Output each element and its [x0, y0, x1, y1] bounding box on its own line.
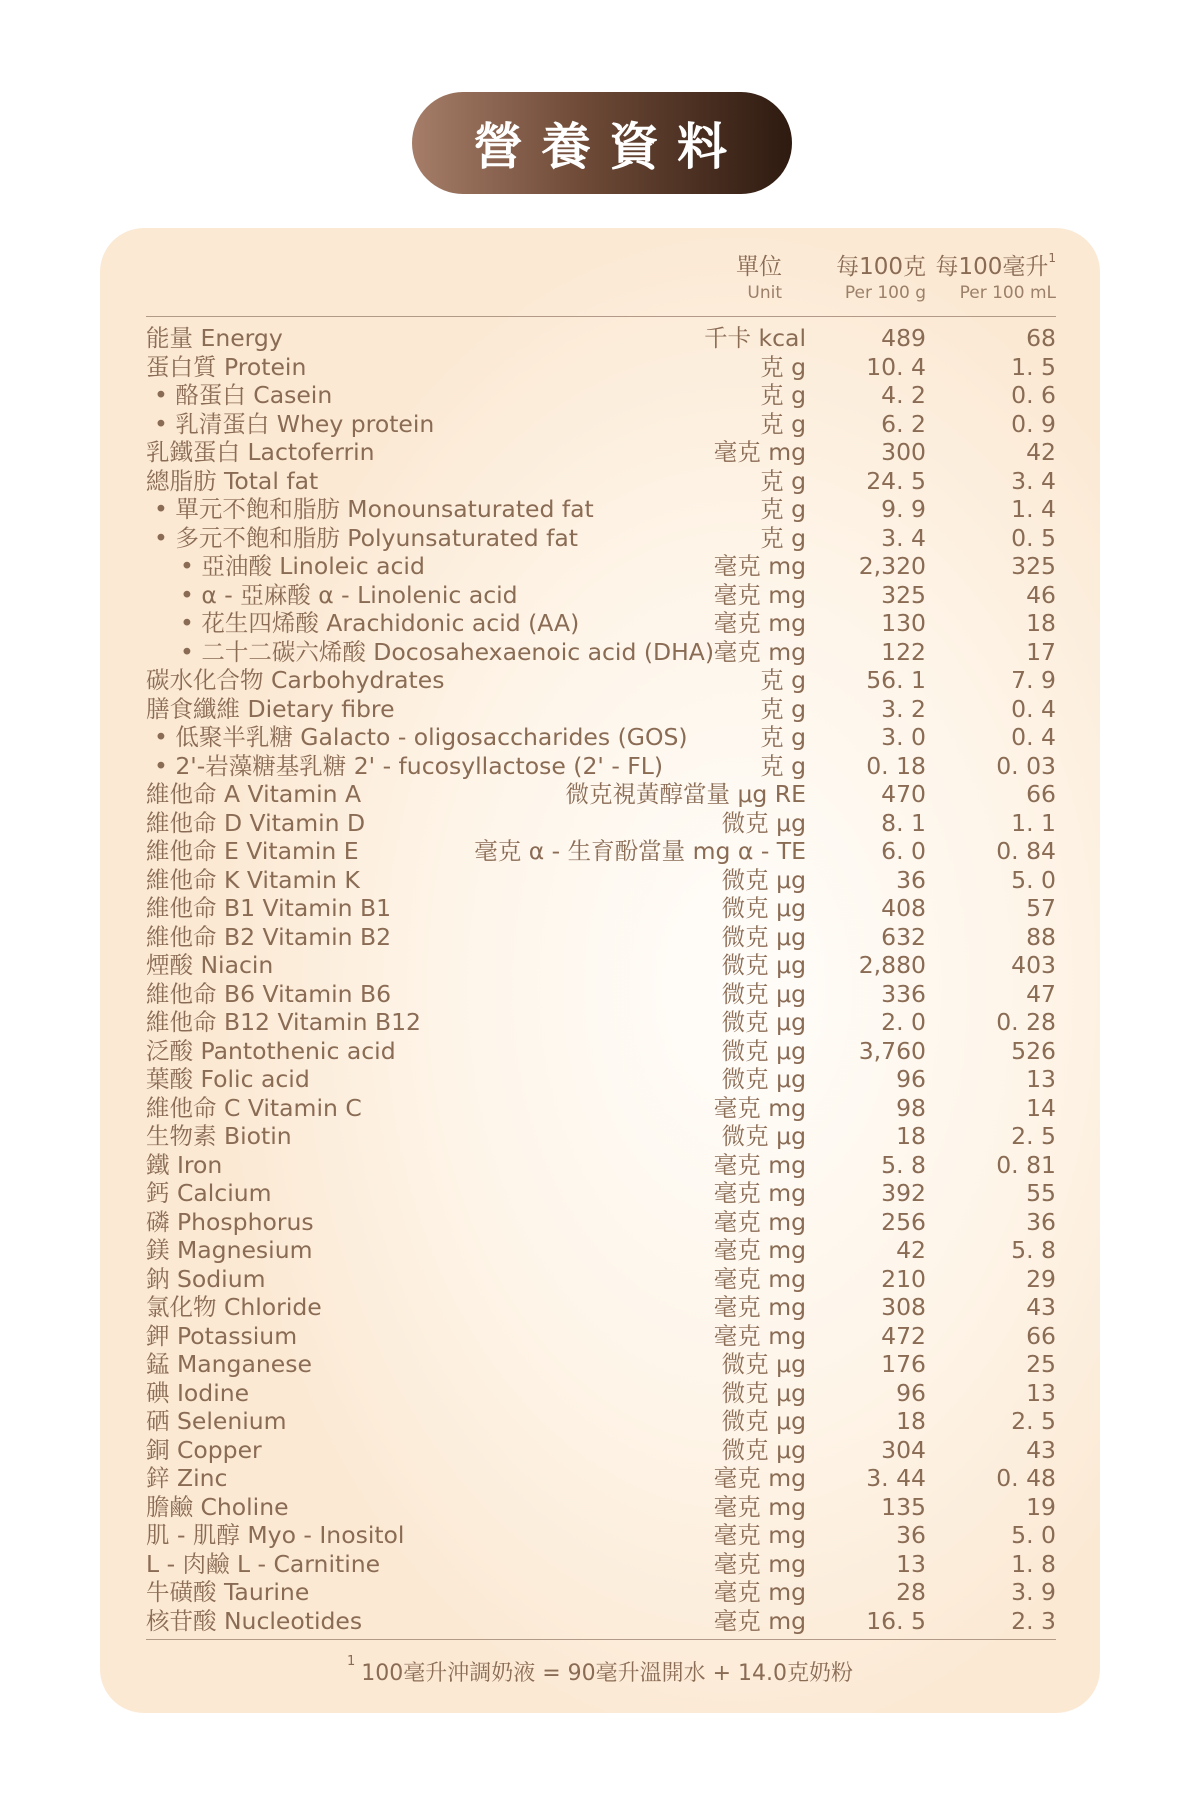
value-per-100ml: 7. 9 [1011, 666, 1056, 694]
value-per-100g: 6. 2 [881, 409, 926, 438]
per100g-header-en: Per 100 g [844, 283, 926, 304]
table-row [146, 1521, 1056, 1550]
value-per-100ml: 0. 84 [996, 837, 1056, 865]
value-per-100g: 176 [881, 1350, 926, 1378]
value-per-100g: 42 [896, 1236, 926, 1264]
value-per-100ml: 0. 9 [1011, 409, 1056, 438]
value-per-100g: 300 [881, 438, 926, 466]
nutrient-name: 維他命 B1 Vitamin B1 [146, 894, 392, 922]
nutrient-unit: 克 g [760, 523, 806, 552]
nutrient-name: 鈣 Calcium [146, 1179, 272, 1207]
value-per-100ml: 17 [1026, 637, 1056, 666]
value-per-100ml: 29 [1026, 1264, 1056, 1293]
table-row [146, 581, 1056, 610]
nutrient-name: 維他命 E Vitamin E [146, 837, 359, 865]
nutrient-name: 錳 Manganese [146, 1350, 312, 1378]
nutrient-name: 磷 Phosphorus [146, 1207, 314, 1236]
nutrient-name: • 2'-岩藻糖基乳糖 2' - fucosyllactose (2' - FL) [154, 751, 664, 780]
nutrient-name: 鈉 Sodium [146, 1264, 266, 1293]
value-per-100ml: 0. 4 [1011, 694, 1056, 723]
table-row [146, 1236, 1056, 1265]
nutrient-name: 鐵 Iron [146, 1150, 223, 1179]
table-row [146, 1607, 1056, 1636]
table-row [146, 1179, 1056, 1208]
unit-header-zh: 單位 [736, 254, 782, 280]
nutrient-name: • 酪蛋白 Casein [154, 381, 333, 409]
table-row [146, 752, 1056, 781]
nutrient-name: • 亞油酸 Linoleic acid [180, 552, 425, 580]
value-per-100g: 18 [896, 1407, 926, 1435]
value-per-100ml: 526 [1011, 1036, 1056, 1065]
nutrient-unit: 毫克 mg [713, 1578, 806, 1606]
table-row [146, 324, 1056, 353]
per100g-header-zh: 每100克 [836, 254, 926, 280]
nutrient-name: 蛋白質 Protein [146, 352, 307, 381]
table-row [146, 1094, 1056, 1123]
value-per-100ml: 19 [1026, 1492, 1056, 1521]
table-row [146, 381, 1056, 410]
nutrient-unit: 毫克 mg [713, 1464, 806, 1492]
nutrient-name: 鋅 Zinc [146, 1464, 228, 1492]
value-per-100g: 130 [881, 609, 926, 637]
nutrient-unit: 微克 μg [721, 979, 806, 1008]
table-row [146, 1265, 1056, 1294]
nutrient-name: 煙酸 Niacin [146, 951, 274, 979]
nutrient-unit: 微克 μg [721, 1378, 806, 1407]
nutrient-unit: 毫克 mg [713, 609, 806, 637]
value-per-100g: 8. 1 [881, 808, 926, 837]
table-row [146, 1436, 1056, 1465]
value-per-100g: 28 [896, 1578, 926, 1606]
value-per-100ml: 47 [1026, 979, 1056, 1008]
value-per-100ml: 66 [1026, 1321, 1056, 1350]
nutrient-name: 氯化物 Chloride [146, 1293, 322, 1321]
value-per-100ml: 42 [1026, 438, 1056, 466]
nutrient-unit: 毫克 mg [713, 438, 806, 466]
nutrient-name: 維他命 D Vitamin D [146, 808, 366, 837]
value-per-100g: 336 [881, 979, 926, 1008]
value-per-100g: 2,880 [858, 951, 926, 979]
table-row [146, 666, 1056, 695]
value-per-100g: 16. 5 [866, 1606, 926, 1635]
nutrient-name: 膳食纖維 Dietary fibre [146, 694, 395, 723]
value-per-100g: 135 [881, 1492, 926, 1521]
value-per-100ml: 13 [1026, 1065, 1056, 1093]
nutrient-unit: 微克 μg [721, 1350, 806, 1378]
value-per-100ml: 3. 9 [1011, 1578, 1056, 1606]
nutrient-name: 鉀 Potassium [146, 1321, 298, 1350]
value-per-100g: 36 [896, 865, 926, 894]
table-row [146, 1322, 1056, 1351]
nutrient-name: • 乳清蛋白 Whey protein [154, 409, 435, 438]
table-row [146, 1493, 1056, 1522]
value-per-100g: 632 [881, 922, 926, 951]
value-per-100g: 325 [881, 580, 926, 609]
nutrient-unit: 微克 μg [721, 1122, 806, 1150]
value-per-100g: 10. 4 [866, 352, 926, 381]
nutrient-name: 能量 Energy [146, 324, 283, 352]
nutrient-name: • 低聚半乳糖 Galacto - oligosaccharides (GOS) [154, 723, 688, 751]
value-per-100ml: 1. 1 [1011, 808, 1056, 837]
value-per-100ml: 1. 8 [1011, 1549, 1056, 1578]
nutrient-name: 生物素 Biotin [146, 1122, 292, 1150]
value-per-100ml: 0. 5 [1011, 523, 1056, 552]
value-per-100ml: 0. 28 [996, 1008, 1056, 1036]
table-row [146, 723, 1056, 752]
table-row [146, 1008, 1056, 1037]
table-row [146, 552, 1056, 581]
table-row [146, 1208, 1056, 1237]
table-row [146, 524, 1056, 553]
nutrient-unit: 微克 μg [721, 1435, 806, 1464]
nutrient-unit: 克 g [760, 381, 806, 409]
nutrient-name: 維他命 B12 Vitamin B12 [146, 1008, 421, 1036]
value-per-100g: 18 [896, 1122, 926, 1150]
nutrient-unit: 毫克 mg [713, 580, 806, 609]
value-per-100ml: 2. 5 [1011, 1122, 1056, 1150]
table-row [146, 1293, 1056, 1322]
nutrient-name: 泛酸 Pantothenic acid [146, 1036, 396, 1065]
footnote [100, 1656, 1100, 1687]
value-per-100g: 122 [881, 637, 926, 666]
footer-divider [146, 1639, 1056, 1640]
value-per-100ml: 0. 48 [996, 1464, 1056, 1492]
table-row [146, 638, 1056, 667]
nutrient-unit: 微克 μg [721, 1036, 806, 1065]
nutrient-name: 碘 Iodine [146, 1378, 250, 1407]
value-per-100ml: 13 [1026, 1378, 1056, 1407]
nutrient-unit: 毫克 mg [713, 1293, 806, 1321]
value-per-100g: 3. 0 [881, 723, 926, 751]
value-per-100g: 210 [881, 1264, 926, 1293]
table-row [146, 695, 1056, 724]
table-row [146, 1037, 1056, 1066]
value-per-100g: 96 [896, 1065, 926, 1093]
table-row [146, 467, 1056, 496]
table-row [146, 980, 1056, 1009]
nutrition-table-card [100, 228, 1100, 1713]
nutrient-unit: 毫克 mg [713, 1321, 806, 1350]
table-row [146, 1464, 1056, 1493]
footnote-text: 100毫升沖調奶液 = 90毫升溫開水 + 14.0克奶粉 [361, 1661, 854, 1686]
value-per-100ml: 68 [1026, 324, 1056, 352]
nutrient-name: 肌 - 肌醇 Myo - Inositol [146, 1521, 405, 1549]
value-per-100g: 3. 4 [881, 523, 926, 552]
nutrient-name: L - 肉鹼 L - Carnitine [146, 1549, 381, 1578]
header-divider [146, 316, 1056, 317]
value-per-100ml: 5. 8 [1011, 1236, 1056, 1264]
nutrient-unit: 微克 μg [721, 894, 806, 922]
value-per-100ml: 3. 4 [1011, 466, 1056, 495]
value-per-100ml: 36 [1026, 1207, 1056, 1236]
value-per-100ml: 0. 03 [996, 751, 1056, 780]
value-per-100g: 472 [881, 1321, 926, 1350]
value-per-100g: 408 [881, 894, 926, 922]
nutrient-unit: 毫克 mg [713, 1264, 806, 1293]
value-per-100ml: 403 [1011, 951, 1056, 979]
nutrient-name: 碳水化合物 Carbohydrates [146, 666, 445, 694]
value-per-100ml: 1. 5 [1011, 352, 1056, 381]
page-title: 營養資料 [412, 92, 792, 194]
nutrient-name: 乳鐵蛋白 Lactoferrin [146, 438, 375, 466]
value-per-100g: 2,320 [858, 552, 926, 580]
nutrient-name: 維他命 B6 Vitamin B6 [146, 979, 392, 1008]
value-per-100ml: 46 [1026, 580, 1056, 609]
nutrient-unit: 克 g [760, 409, 806, 438]
nutrient-unit: 毫克 mg [713, 637, 806, 666]
value-per-100ml: 55 [1026, 1179, 1056, 1207]
value-per-100g: 256 [881, 1207, 926, 1236]
nutrient-unit: 微克視黃醇當量 μg RE [565, 780, 806, 808]
per100g-column-header [836, 254, 926, 304]
nutrient-name: • 花生四烯酸 Arachidonic acid (AA) [180, 609, 580, 637]
value-per-100ml: 2. 5 [1011, 1407, 1056, 1435]
value-per-100ml: 0. 4 [1011, 723, 1056, 751]
value-per-100g: 470 [881, 780, 926, 808]
value-per-100g: 489 [881, 324, 926, 352]
value-per-100g: 3,760 [858, 1036, 926, 1065]
value-per-100ml: 325 [1011, 552, 1056, 580]
value-per-100g: 36 [896, 1521, 926, 1549]
nutrient-name: 葉酸 Folic acid [146, 1065, 310, 1093]
table-row [146, 951, 1056, 980]
value-per-100g: 6. 0 [881, 837, 926, 865]
nutrient-name: 總脂肪 Total fat [146, 466, 319, 495]
nutrient-unit: 毫克 mg [713, 552, 806, 580]
nutrient-name: • 多元不飽和脂肪 Polyunsaturated fat [154, 523, 578, 552]
nutrient-name: 牛磺酸 Taurine [146, 1578, 310, 1606]
nutrient-name: • α - 亞麻酸 α - Linolenic acid [180, 580, 518, 609]
table-row [146, 609, 1056, 638]
nutrient-unit: 毫克 α - 生育酚當量 mg α - TE [474, 837, 806, 865]
table-row [146, 495, 1056, 524]
value-per-100ml: 5. 0 [1011, 865, 1056, 894]
nutrient-unit: 微克 μg [721, 1008, 806, 1036]
value-per-100ml: 88 [1026, 922, 1056, 951]
nutrient-name: 核苷酸 Nucleotides [146, 1606, 363, 1635]
table-row [146, 837, 1056, 866]
value-per-100g: 98 [896, 1093, 926, 1122]
value-per-100ml: 18 [1026, 609, 1056, 637]
value-per-100ml: 0. 6 [1011, 381, 1056, 409]
table-row [146, 1379, 1056, 1408]
nutrient-unit: 克 g [760, 694, 806, 723]
per100ml-column-header [935, 251, 1056, 304]
unit-column-header [736, 254, 782, 304]
nutrient-unit: 克 g [760, 751, 806, 780]
nutrient-unit: 微克 μg [721, 951, 806, 979]
value-per-100ml: 14 [1026, 1093, 1056, 1122]
table-row [146, 438, 1056, 467]
per100ml-header-en: Per 100 mL [959, 283, 1056, 304]
value-per-100ml: 0. 81 [996, 1150, 1056, 1179]
nutrient-unit: 毫克 mg [713, 1207, 806, 1236]
value-per-100g: 304 [881, 1435, 926, 1464]
value-per-100g: 9. 9 [881, 495, 926, 523]
nutrient-name: 銅 Copper [146, 1435, 262, 1464]
value-per-100ml: 57 [1026, 894, 1056, 922]
nutrient-name: • 單元不飽和脂肪 Monounsaturated fat [154, 495, 594, 523]
per100ml-header-zh: 每100毫升 [935, 254, 1049, 280]
value-per-100g: 308 [881, 1293, 926, 1321]
nutrient-name: • 二十二碳六烯酸 Docosahexaenoic acid (DHA) [180, 637, 715, 666]
nutrient-name: 維他命 K Vitamin K [146, 865, 360, 894]
nutrient-unit: 毫克 mg [713, 1521, 806, 1549]
value-per-100ml: 25 [1026, 1350, 1056, 1378]
table-row [146, 1578, 1056, 1607]
table-row [146, 1350, 1056, 1379]
value-per-100ml: 66 [1026, 780, 1056, 808]
value-per-100g: 5. 8 [881, 1150, 926, 1179]
value-per-100g: 56. 1 [866, 666, 926, 694]
value-per-100ml: 43 [1026, 1435, 1056, 1464]
value-per-100g: 24. 5 [866, 466, 926, 495]
table-row [146, 1065, 1056, 1094]
nutrient-unit: 克 g [760, 723, 806, 751]
nutrient-name: 硒 Selenium [146, 1407, 287, 1435]
nutrient-name: 維他命 B2 Vitamin B2 [146, 922, 392, 951]
value-per-100ml: 5. 0 [1011, 1521, 1056, 1549]
nutrient-unit: 毫克 mg [713, 1549, 806, 1578]
table-row [146, 353, 1056, 382]
nutrient-unit: 克 g [760, 352, 806, 381]
table-row [146, 1407, 1056, 1436]
nutrient-name: 維他命 A Vitamin A [146, 780, 362, 808]
value-per-100g: 96 [896, 1378, 926, 1407]
value-per-100g: 0. 18 [866, 751, 926, 780]
table-row [146, 1122, 1056, 1151]
nutrient-unit: 微克 μg [721, 1407, 806, 1435]
nutrient-unit: 克 g [760, 666, 806, 694]
table-row [146, 923, 1056, 952]
table-row [146, 809, 1056, 838]
value-per-100g: 392 [881, 1179, 926, 1207]
table-row [146, 410, 1056, 439]
table-row [146, 866, 1056, 895]
value-per-100ml: 43 [1026, 1293, 1056, 1321]
table-row [146, 780, 1056, 809]
nutrient-unit: 微克 μg [721, 922, 806, 951]
value-per-100g: 2. 0 [881, 1008, 926, 1036]
nutrient-unit: 克 g [760, 466, 806, 495]
unit-header-en: Unit [747, 283, 782, 304]
nutrient-unit: 毫克 mg [713, 1179, 806, 1207]
value-per-100g: 3. 44 [866, 1464, 926, 1492]
value-per-100ml: 2. 3 [1011, 1606, 1056, 1635]
table-row [146, 1550, 1056, 1579]
nutrient-unit: 克 g [760, 495, 806, 523]
footnote-marker: 1 [346, 1654, 356, 1669]
nutrient-name: 維他命 C Vitamin C [146, 1093, 362, 1122]
nutrient-unit: 千卡 kcal [704, 324, 806, 352]
value-per-100g: 3. 2 [881, 694, 926, 723]
value-per-100g: 4. 2 [881, 381, 926, 409]
nutrient-name: 鎂 Magnesium [146, 1236, 313, 1264]
nutrient-unit: 微克 μg [721, 1065, 806, 1093]
nutrient-unit: 毫克 mg [713, 1150, 806, 1179]
footnote-ref-marker: 1 [1048, 251, 1056, 265]
nutrient-unit: 毫克 mg [713, 1093, 806, 1122]
nutrient-unit: 毫克 mg [713, 1606, 806, 1635]
nutrient-unit: 毫克 mg [713, 1492, 806, 1521]
nutrient-unit: 微克 μg [721, 865, 806, 894]
value-per-100g: 13 [896, 1549, 926, 1578]
nutrient-unit: 微克 μg [721, 808, 806, 837]
table-row [146, 894, 1056, 923]
nutrient-name: 膽鹼 Choline [146, 1492, 289, 1521]
table-row [146, 1151, 1056, 1180]
value-per-100ml: 1. 4 [1011, 495, 1056, 523]
nutrient-unit: 毫克 mg [713, 1236, 806, 1264]
